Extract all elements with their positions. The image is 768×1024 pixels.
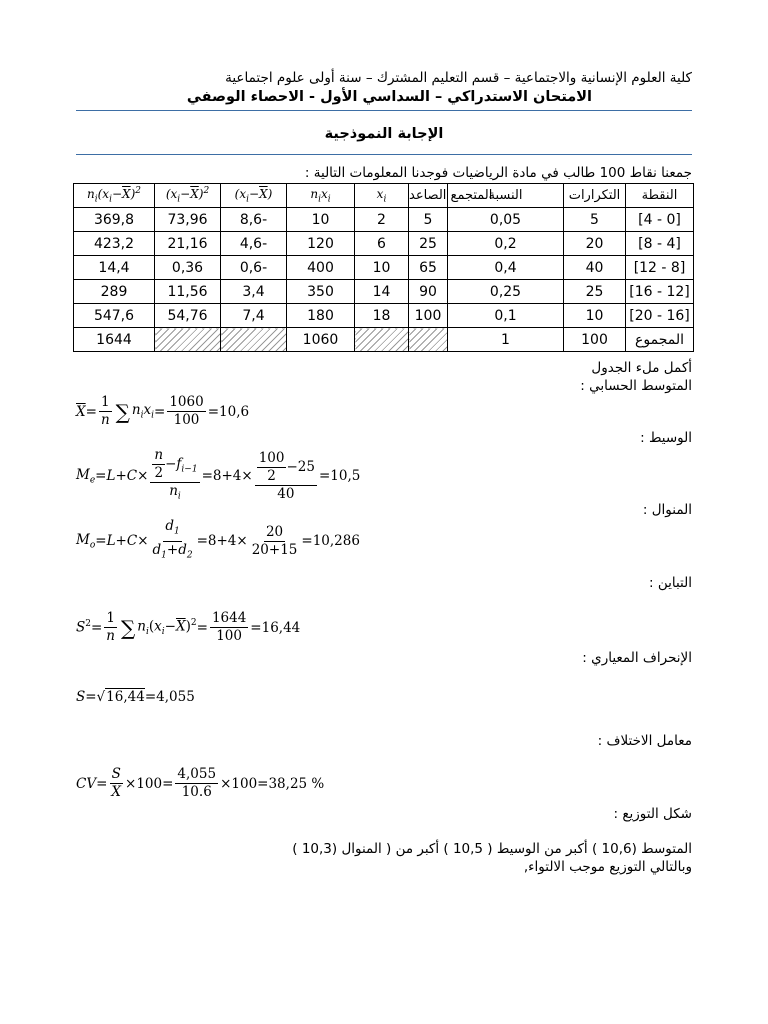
table-row [74, 232, 694, 256]
table-row [74, 304, 694, 328]
cell-frequency: 10 [564, 304, 626, 328]
cell-nixi: 10 [287, 208, 355, 232]
cell-ni-dev2: 369,8 [74, 208, 155, 232]
cell-dev2: 11,56 [155, 280, 221, 304]
header-exam-line: الامتحان الاستدراكي – السداسي الأول - الاحصاء الوصفي [186, 89, 592, 105]
formula-stddev: S =√ 16,44 =4,055 [76, 688, 195, 705]
label-complete-table: أكمل ملء الجدول [591, 360, 692, 376]
stddev-result: =4,055 [144, 688, 195, 705]
median-result: =10,5 [318, 468, 361, 485]
hatched-cell [221, 328, 287, 352]
col-header-frequency: التكرارات [564, 184, 626, 208]
stddev-radicand: 16,44 [106, 689, 145, 705]
cell-class: [8 - 4] [626, 232, 694, 256]
variance-denominator: 100 [216, 628, 242, 644]
cell-dev2: 73,96 [155, 208, 221, 232]
cell-dev2: 54,76 [155, 304, 221, 328]
median-denominator: 40 [277, 485, 295, 502]
cell-class: [20 - 16] [626, 304, 694, 328]
cell-nixi: 180 [287, 304, 355, 328]
label-variance: التباين : [649, 575, 692, 591]
cell-dev: 4,6- [221, 232, 287, 256]
table-row [74, 208, 694, 232]
cell-ratio: 0,2 [448, 232, 564, 256]
col-header-class: النقطة [626, 184, 694, 208]
total-label: المجموع [626, 328, 694, 352]
cell-dev: 3,4 [221, 280, 287, 304]
col-header-dev2: $(x_i-\overline{X})^2$ [155, 184, 221, 208]
title-divider [76, 154, 692, 155]
mean-result: =10,6 [207, 403, 250, 420]
col-header-ratio: النسبة [448, 184, 564, 208]
mode-denominator: 20+15 [251, 541, 298, 558]
page-title: الإجابة النموذجية [324, 126, 444, 142]
col-header-cumulative: المتجمع الصاعد [409, 184, 448, 208]
label-mean: المتوسط الحسابي : [580, 378, 692, 394]
cell-ni-dev2: 547,6 [74, 304, 155, 328]
conclusion-line2: وبالتالي التوزيع موجب الالتواء, [523, 859, 692, 875]
cell-xi: 14 [355, 280, 409, 304]
cell-cumulative: 90 [409, 280, 448, 304]
cell-frequency: 20 [564, 232, 626, 256]
cell-ratio: 0,1 [448, 304, 564, 328]
cell-dev: 0,6- [221, 256, 287, 280]
hatched-cell [355, 328, 409, 352]
mean-denominator: 100 [173, 412, 200, 428]
cell-class: [12 - 8] [626, 256, 694, 280]
cell-dev: 7,4 [221, 304, 287, 328]
cell-nixi: 120 [287, 232, 355, 256]
formula-mode: $M_o$ = L + C × $\frac{d_1}{d_1+d_2}$ =8+4× $\frac{20}{20+15}$ =10,286 [76, 518, 360, 561]
cell-dev2: 0,36 [155, 256, 221, 280]
formula-mean: $\overline{X}$ = $\frac{1}{n}$ ∑ $n_ix_i$ = $\frac{1060}{100}$ =10,6 [76, 394, 250, 428]
header-divider [76, 110, 692, 111]
cell-class: [4 - 0] [626, 208, 694, 232]
cell-frequency: 25 [564, 280, 626, 304]
cell-cumulative: 25 [409, 232, 448, 256]
total-frequency: 100 [564, 328, 626, 352]
label-stddev: الإنحراف المعياري : [582, 650, 692, 666]
median-n: 100 [258, 449, 285, 466]
cell-ratio: 0,05 [448, 208, 564, 232]
cell-ni-dev2: 289 [74, 280, 155, 304]
cv-result: ×100=38,25 % [220, 775, 325, 792]
cell-cumulative: 100 [409, 304, 448, 328]
formula-variance: $S^2$ = $\frac{1}{n}$ ∑ $n_i(x_i-\overline{X})^2$ = $\frac{1644}{100}$ =16,44 [76, 610, 301, 644]
median-cum-prev: −25 [286, 458, 315, 475]
cv-denominator: 10.6 [181, 784, 212, 800]
total-ratio: 1 [448, 328, 564, 352]
cell-ratio: 0,4 [448, 256, 564, 280]
cell-dev2: 21,16 [155, 232, 221, 256]
formula-median: $M_e$ = L + C × $\frac{n}{2}$ $-f_{i-1}$ $n_i$ =8+4× $\frac{100}{2}$ −25 40 =10,5 [76, 447, 361, 502]
cell-nixi: 350 [287, 280, 355, 304]
median-two: 2 [267, 467, 276, 484]
mode-numerator: 20 [265, 523, 284, 540]
variance-numerator: 1644 [211, 610, 247, 626]
cell-cumulative: 65 [409, 256, 448, 280]
cell-xi: 6 [355, 232, 409, 256]
col-header-nixi: $n_ix_i$ [287, 184, 355, 208]
cell-ratio: 0,25 [448, 280, 564, 304]
table-header-row [74, 184, 694, 208]
cell-xi: 10 [355, 256, 409, 280]
table-row [74, 280, 694, 304]
conclusion-line1: المتوسط (10,6 ) أكبر من الوسيط ( 10,5 ) أكبر من ( المنوال (10,3 ) [292, 841, 692, 857]
cell-cumulative: 5 [409, 208, 448, 232]
formula-cv: CV = $\frac{S}{X}$ ×100= $\frac{4,055}{10.6}$ ×100=38,25 % [76, 766, 325, 800]
label-mode: المنوال : [642, 502, 692, 518]
label-distribution-shape: شكل التوزيع : [613, 806, 692, 822]
cv-numerator: 4,055 [177, 766, 217, 782]
cell-xi: 2 [355, 208, 409, 232]
cell-dev: 8,6- [221, 208, 287, 232]
cell-ni-dev2: 423,2 [74, 232, 155, 256]
cell-frequency: 5 [564, 208, 626, 232]
label-median: الوسيط : [640, 430, 692, 446]
label-cv: معامل الاختلاف : [597, 733, 692, 749]
total-ni-dev2: 1644 [74, 328, 155, 352]
cell-xi: 18 [355, 304, 409, 328]
cell-ni-dev2: 14,4 [74, 256, 155, 280]
table-row [74, 256, 694, 280]
hatched-cell [155, 328, 221, 352]
cell-class: [16 - 12] [626, 280, 694, 304]
frequency-table [73, 183, 694, 352]
intro-text: جمعنا نقاط 100 طالب في مادة الرياضيات فوجدنا المعلومات التالية : [304, 165, 692, 181]
cell-frequency: 40 [564, 256, 626, 280]
hatched-cell [409, 328, 448, 352]
table-total-row [74, 328, 694, 352]
mean-numerator: 1060 [169, 394, 204, 410]
total-nixi: 1060 [287, 328, 355, 352]
col-header-ni-dev2: $n_i(x_i-\overline{X})^2$ [74, 184, 155, 208]
variance-result: =16,44 [250, 619, 301, 636]
mode-result: =10,286 [301, 533, 360, 550]
col-header-dev: $(x_i-\overline{X})$ [221, 184, 287, 208]
header-institution-line: كلية العلوم الإنسانية والاجتماعية – قسم التعليم المشترك – سنة أولى علوم اجتماعية [225, 70, 692, 86]
cell-nixi: 400 [287, 256, 355, 280]
col-header-xi: $x_i$ [355, 184, 409, 208]
